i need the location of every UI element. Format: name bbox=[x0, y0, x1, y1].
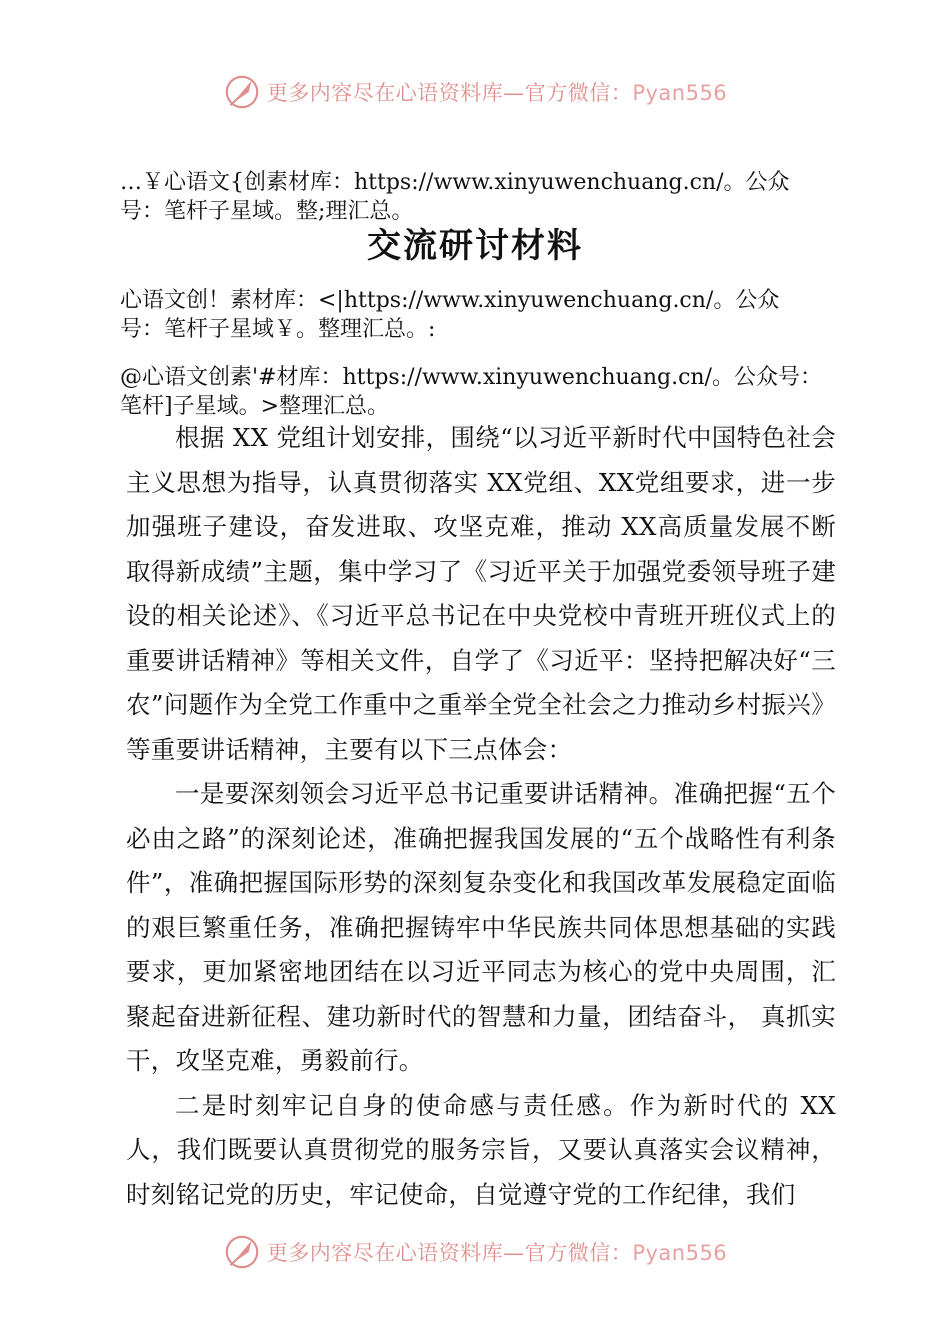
wechat-id: Pyan556 bbox=[632, 81, 728, 105]
footer-banner bbox=[0, 1232, 950, 1272]
banner-text: 更多内容尽在心语资料库—官方微信： bbox=[266, 1241, 633, 1265]
noise-line: 号：笔杆子星域。整;理汇总。 bbox=[120, 199, 414, 224]
paragraph: 二是时刻牢记自身的使命感与责任感。作为新时代的 XX人，我们既要认真贯彻党的服务宗旨，又要认真落实会议精神， 时刻铭记党的历史，牢记使命，自觉遵守党的工作纪律，我们 bbox=[126, 1090, 836, 1209]
noise-line: @心语文创素'#材库：https://www.xinyuwenchuang.cn/。公众号： bbox=[120, 365, 822, 390]
banner-text: 更多内容尽在心语资料库—官方微信： bbox=[266, 81, 633, 105]
noise-line: …￥心语文{创素材库：https://www.xinyuwenchuang.cn/。公众 bbox=[120, 170, 790, 195]
noise-line: 心语文创！素材库：<|https://www.xinyuwenchuang.cn/。公众 bbox=[120, 288, 780, 313]
paragraph: 根据 XX 党组计划安排，围绕“以习近平新时代中国特色社会主义思想为指导，认真贯彻落实 XX党组、XX党组要求，进一步加强班子建设，奋发进取、攻坚克难，推动 XX高质量发展不断取得新成绩”主题，集中学习了《习近平关于加强党委领导班子建设的相关论述》、《习近平总书记在中央党校中青班开班仪式上的重要讲话精神》等相关文件，自学了《习近平：坚持把解决好“三农”问题作为全党工作重中之重举全党全社会之力推动乡村振兴》等重要讲话精神，主要有以下三点体会： bbox=[126, 423, 836, 764]
quill-logo-icon bbox=[223, 1233, 261, 1271]
quill-logo-icon bbox=[223, 73, 261, 111]
paragraph: 一是要深刻领会习近平总书记重要讲话精神。准确把握“五个必由之路”的深刻论述，准确把握我国发展的“五个战略性有利条件”，准确把握国际形势的深刻复杂变化和我国改革发展稳定面临的艰巨繁重任务，准确把握铸牢中华民族共同体思想基础的实践要求，更加紧密地团结在以习近平同志为核心的党中央周围，汇聚起奋进新征程、建功新时代的智慧和力量，团结奋斗， 真抓实干，攻坚克难，勇毅前行。 bbox=[126, 779, 836, 1075]
page-title: 交流研讨材料 bbox=[367, 226, 583, 266]
document-body bbox=[126, 416, 836, 1217]
header-banner bbox=[0, 72, 950, 112]
noise-line: 笔杆]子星域。>整理汇总。 bbox=[120, 394, 390, 419]
wechat-id: Pyan556 bbox=[632, 1241, 728, 1265]
noise-line: 号：笔杆子星域￥。整理汇总。: bbox=[120, 317, 436, 342]
